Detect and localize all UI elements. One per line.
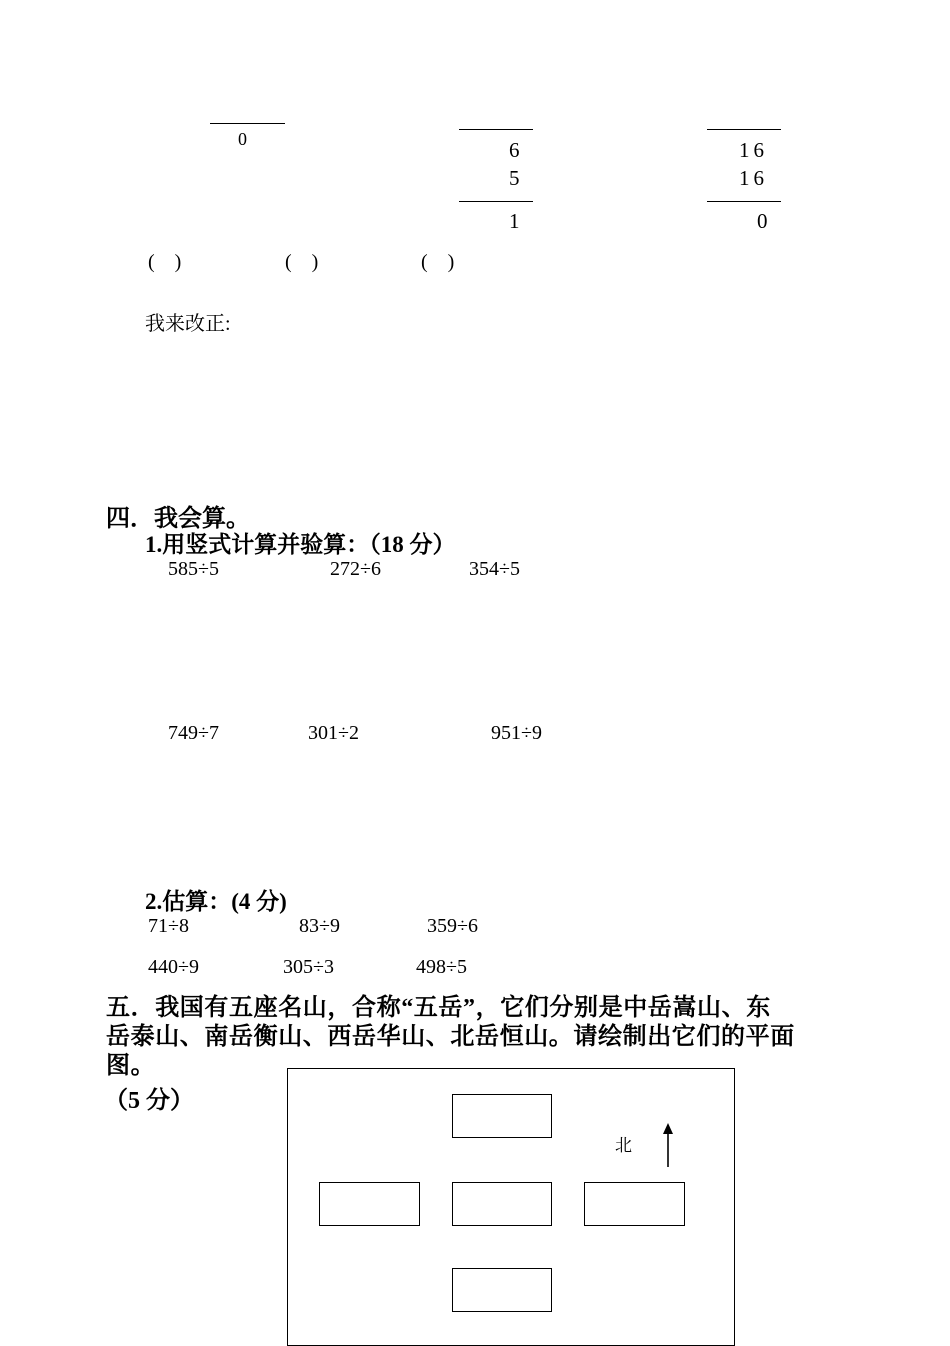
estimate-problem: 359÷6 [427,915,478,937]
division-digit: 0 [238,129,247,149]
division-digit: 5 [509,166,524,190]
map-box-north[interactable] [452,1094,552,1138]
division-problem: 951÷9 [491,722,542,744]
division-digit: 1 [509,209,524,233]
division-digit: 16 [739,166,768,190]
division-line [707,201,781,202]
division-problem: 301÷2 [308,722,359,744]
map-box-west[interactable] [319,1182,420,1226]
division-line [459,129,533,130]
section-5-score: （5 分） [104,1088,194,1114]
estimate-problem: 83÷9 [299,915,340,937]
division-problem: 272÷6 [330,558,381,580]
section-4-title: 四．我会算。 [106,506,250,532]
answer-bracket[interactable]: ( ) [148,251,182,273]
division-problem: 585÷5 [168,558,219,580]
division-digit: 6 [509,138,524,162]
correction-label: 我来改正: [145,313,231,335]
section-5-line-3: 图。 [106,1053,156,1079]
division-digit: 16 [739,138,768,162]
division-digit: 0 [757,209,772,233]
north-arrow-icon [660,1122,676,1168]
division-problem: 354÷5 [469,558,520,580]
answer-bracket[interactable]: ( ) [285,251,319,273]
estimate-problem: 440÷9 [148,956,199,978]
answer-bracket[interactable]: ( ) [421,251,455,273]
map-box-south[interactable] [452,1268,552,1312]
division-line [210,123,285,124]
section-5-line-2: 岳泰山、南岳衡山、西岳华山、北岳恒山。请绘制出它们的平面 [106,1024,795,1050]
map-box-east[interactable] [584,1182,685,1226]
section-5-line-1: 五．我国有五座名山，合称“五岳”，它们分别是中岳嵩山、东 [106,995,771,1021]
division-problem: 749÷7 [168,722,219,744]
estimate-problem: 305÷3 [283,956,334,978]
estimate-problem: 498÷5 [416,956,467,978]
map-box-center[interactable] [452,1182,552,1226]
estimate-problem: 71÷8 [148,915,189,937]
division-line [707,129,781,130]
part-1-title: 1.用竖式计算并验算：（18 分） [145,532,456,557]
part-2-title: 2.估算：(4 分) [145,889,287,914]
north-label: 北 [615,1136,632,1156]
division-line [459,201,533,202]
